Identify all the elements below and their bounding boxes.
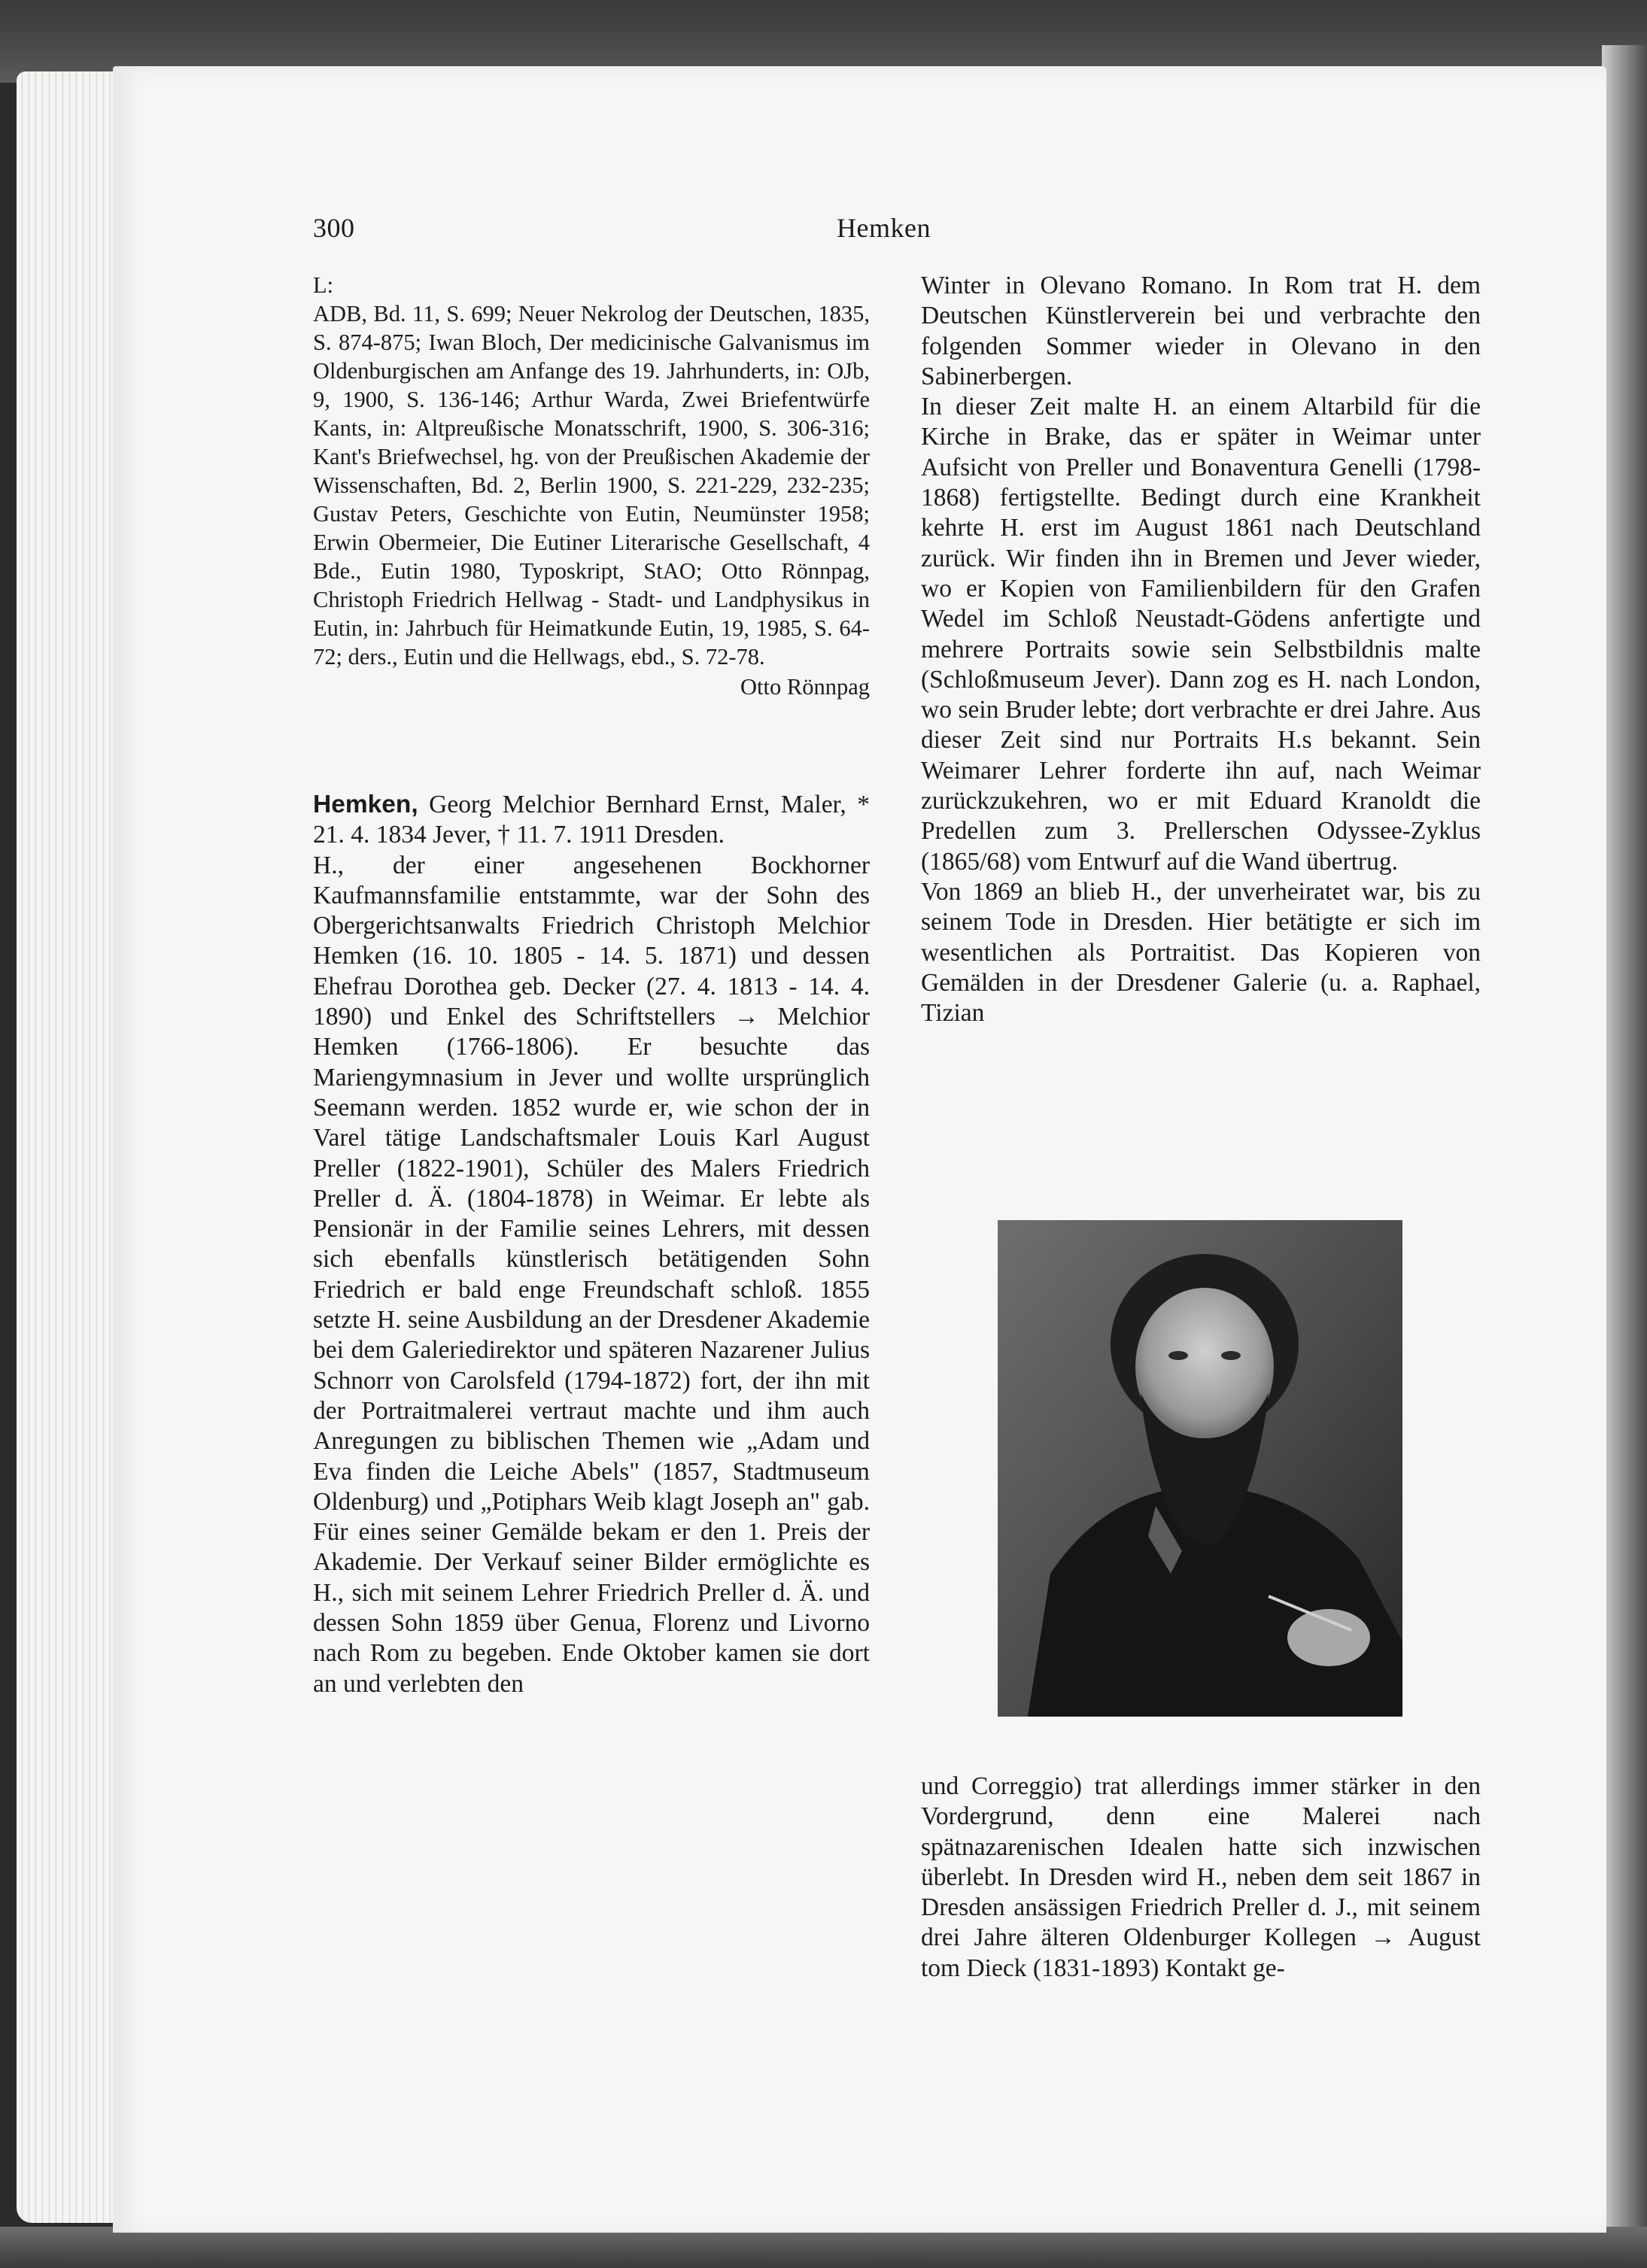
entry-paragraph-5: und Correggio) trat allerdings immer stärker in den Vordergrund, denn eine Malerei nach spätnazarenischen Idealen hatte sich inzwischen überlebt. In Dresden wird H., neben dem seit 1867 in Dresden ansässigen Friedrich Preller d. J., mit seinem drei Jahre älteren Oldenburger Kollegen → August tom Dieck (1831-1893) Kontakt ge- xyxy=(921,1772,1481,1982)
right-column xyxy=(921,271,1481,1028)
biography-entry xyxy=(313,790,870,1699)
entry-heading xyxy=(313,790,870,851)
author-signature: Otto Rönnpag xyxy=(740,674,870,700)
running-title: Hemken xyxy=(837,213,931,243)
right-column-continued xyxy=(921,1772,1481,1984)
literature-label: L: xyxy=(313,272,334,298)
entry-paragraph-2: Winter in Olevano Romano. In Rom trat H. dem Deutschen Künstlerverein bei und verbrachte den folgenden Sommer wieder in Olevano in den Sabinerbergen. xyxy=(921,272,1481,390)
book-bottom-edge xyxy=(0,2227,1647,2268)
entry-heading-rest: Georg Melchior Bernhard Ernst, Maler, * 21. 4. 1834 Jever, † 11. 7. 1911 Dresden. xyxy=(313,791,870,849)
entry-paragraph-4: Von 1869 an blieb H., der unverheiratet war, bis zu seinem Tode in Dresden. Hier betätigte er sich im wesentlichen als Portraitist. Das Kopieren von Gemälden in der Dresdener Galerie (u. a. Raphael, Tizian xyxy=(921,877,1481,1028)
entry-paragraph-1: H., der einer angesehenen Bockhorner Kaufmannsfamilie entstammte, war der Sohn des Obergerichtsanwalts Friedrich Christoph Melchior Hemken (16. 10. 1805 - 14. 5. 1871) und dessen Ehefrau Dorothea geb. Decker (27. 4. 1813 - 14. 4. 1890) und Enkel des Schriftstellers → Melchior Hemken (1766-1806). Er besuchte das Mariengymnasium in Jever und wollte ursprünglich Seemann werden. 1852 wurde er, wie schon der in Varel tätige Landschaftsmaler Louis Karl August Preller (1822-1901), Schüler des Malers Friedrich Preller d. Ä. (1804-1878) in Weimar. Er lebte als Pensionär in der Familie seines Lehrers, mit dessen sich ebenfalls künstlerisch betätigenden Sohn Friedrich er bald enge Freundschaft schloß. 1855 setzte H. seine Ausbildung an der Dresdener Akademie bei dem Galeriedirektor und späteren Nazarener Julius Schnorr von Carolsfeld (1794-1872) fort, der ihn mit der Portraitmalerei vertraut machte und ihm auch Anregungen zu biblischen Themen wie „Adam und Eva finden die Leiche Abels" (1857, Stadtmuseum Oldenburg) und „Potiphars Weib klagt Joseph an" gab. Für eines seiner Gemälde bekam er den 1. Preis der Akademie. Der Verkauf seiner Bilder ermöglichte es H., sich mit seinem Lehrer Friedrich Preller d. Ä. und dessen Sohn 1859 über Genua, Florenz und Livorno nach Rom zu begeben. Ende Oktober kamen sie dort an und verlebten den xyxy=(313,851,870,1698)
entry-lemma: Hemken, xyxy=(313,791,418,818)
portrait-image xyxy=(998,1220,1402,1717)
book-cover-right xyxy=(1602,45,1647,2268)
page-number: 300 xyxy=(313,213,355,243)
portrait-photo xyxy=(998,1220,1402,1717)
left-column xyxy=(313,271,870,1699)
literature-section xyxy=(313,271,870,701)
entry-paragraph-3: In dieser Zeit malte H. an einem Altarbild für die Kirche in Brake, das er später in Weimar unter Aufsicht von Preller und Bonaventura Genelli (1798-1868) fertigstellte. Bedingt durch eine Krankheit kehrte H. erst im August 1861 nach Deutschland zurück. Wir finden ihn in Bremen und Jever wieder, wo er Kopien von Familienbildern für den Grafen Wedel im Schloß Neustadt-Gödens anfertigte und mehrere Portraits sowie sein Selbstbildnis malte (Schloßmuseum Jever). Dann zog es H. nach London, wo sein Bruder lebte; dort verbrachte er drei Jahre. Aus dieser Zeit sind nur Portraits H.s bekannt. Sein Weimarer Lehrer forderte ihn auf, nach Weimar zurückzukehren, wo er mit Eduard Kranoldt die Predellen zum 3. Prellerschen Odyssee-Zyklus (1865/68) vom Entwurf auf die Wand übertrug. xyxy=(921,393,1481,876)
literature-text: ADB, Bd. 11, S. 699; Neuer Nekrolog der Deutschen, 1835, S. 874-875; Iwan Bloch, Der medicinische Galvanismus im Oldenburgischen am Anfange des 19. Jahrhunderts, in: OJb, 9, 1900, S. 136-146; Arthur Warda, Zwei Briefentwürfe Kants, in: Altpreußische Monatsschrift, 1900, S. 306-316; Kant's Briefwechsel, hg. von der Preußischen Akademie der Wissenschaften, Bd. 2, Berlin 1900, S. 221-229, 232-235; Gustav Peters, Geschichte von Eutin, Neumünster 1958; Erwin Obermeier, Die Eutiner Literarische Gesellschaft, 4 Bde., Eutin 1980, Typoskript, StAO; Otto Rönnpag, Christoph Friedrich Hellwag - Stadt- und Landphysikus in Eutin, in: Jahrbuch für Heimatkunde Eutin, 19, 1985, S. 64-72; ders., Eutin und die Hellwags, ebd., S. 72-78. xyxy=(313,301,870,669)
